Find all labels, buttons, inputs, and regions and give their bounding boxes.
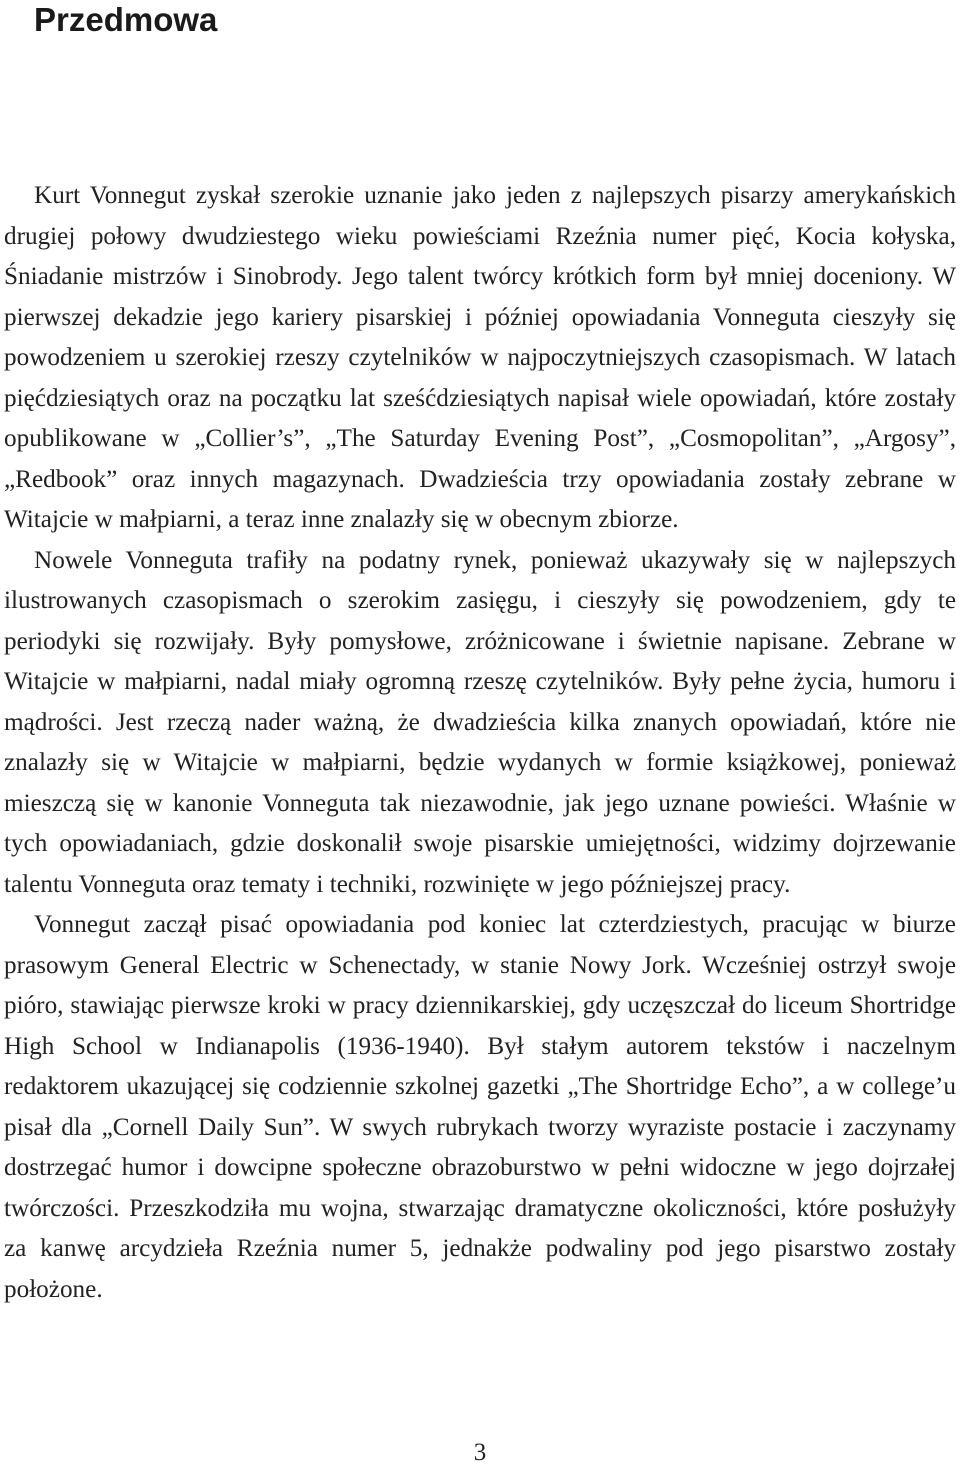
body-text <box>4 176 956 1310</box>
paragraph-1: Kurt Vonnegut zyskał szerokie uznanie jako jeden z najlepszych pisarzy amerykańskich drugiej połowy dwudziestego wieku powieściami Rzeźnia numer pięć, Kocia kołyska, Śniadanie mistrzów i Sinobrody. Jego talent twórcy krótkich form był mniej doceniony. W pierwszej dekadzie jego kariery pisarskiej i później opowiadania Vonneguta cieszyły się powodzeniem u szerokiej rzeszy czytelników w najpoczytniejszych czasopismach. W latach pięćdziesiątych oraz na początku lat sześćdziesiątych napisał wiele opowiadań, które zostały opublikowane w „Collier’s”, „The Saturday Evening Post”, „Cosmopolitan”, „Argosy”, „Redbook” oraz innych magazynach. Dwadzieścia trzy opowiadania zostały zebrane w Witajcie w małpiarni, a teraz inne znalazły się w obecnym zbiorze. <box>4 182 956 533</box>
paragraph-3: Vonnegut zaczął pisać opowiadania pod koniec lat czterdziestych, pracując w biurze prasowym General Electric w Schenectady, w stanie Nowy Jork. Wcześniej ostrzył swoje pióro, stawiając pierwsze kroki w pracy dziennikarskiej, gdy uczęszczał do liceum Shortridge High School w Indianapolis (1936-1940). Był stałym autorem tekstów i naczelnym redaktorem ukazującej się codziennie szkolnej gazetki „The Shortridge Echo”, a w college’u pisał dla „Cornell Daily Sun”. W swych rubrykach tworzy wyraziste postacie i zaczynamy dostrzegać humor i dowcipne społeczne obrazoburstwo w pełni widoczne w jego dojrzałej twórczości. Przeszkodziła mu wojna, stwarzając dramatyczne okoliczności, które posłużyły za kanwę arcydzieła Rzeźnia numer 5, jednakże podwaliny pod jego pisarstwo zostały położone. <box>4 911 956 1303</box>
paragraph-2: Nowele Vonneguta trafiły na podatny rynek, ponieważ ukazywały się w najlepszych ilustrowanych czasopismach o szerokim zasięgu, i cieszyły się powodzeniem, gdy te periodyki się rozwijały. Były pomysłowe, zróżnicowane i świetnie napisane. Zebrane w Witajcie w małpiarni, nadal miały ogromną rzeszę czytelników. Były pełne życia, humoru i mądrości. Jest rzeczą nader ważną, że dwadzieścia kilka znanych opowiadań, które nie znalazły się w Witajcie w małpiarni, będzie wydanych w formie książkowej, ponieważ mieszczą się w kanonie Vonneguta tak niezawodnie, jak jego uznane powieści. Właśnie w tych opowiadaniach, gdzie doskonalił swoje pisarskie umiejętności, widzimy dojrzewanie talentu Vonneguta oraz tematy i techniki, rozwinięte w jego późniejszej pracy. <box>4 546 956 898</box>
page-title: Przedmowa <box>34 1 218 38</box>
page-number: 3 <box>473 1439 487 1466</box>
